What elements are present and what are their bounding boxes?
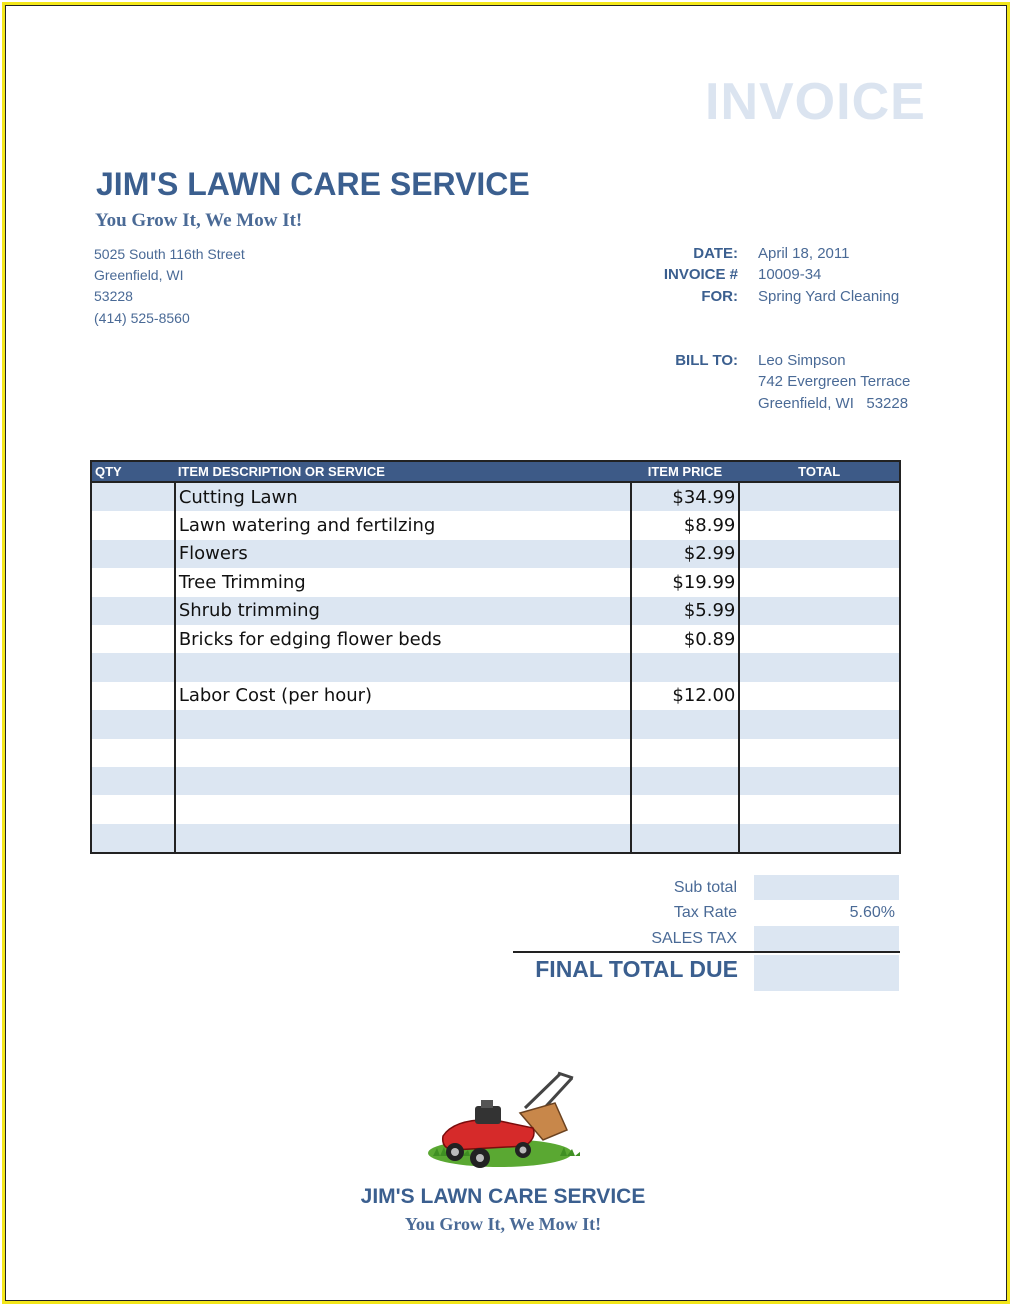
subtotal-label: Sub total [673,879,737,896]
bill-to-label: BILL TO: [675,352,738,369]
row-total [739,653,900,681]
address-line: Greenfield, WI [94,267,184,283]
row-description [175,739,631,767]
table-row [91,710,900,738]
row-description: Cutting Lawn [175,482,631,511]
table-row [91,795,900,823]
row-qty [91,767,175,795]
header-description: ITEM DESCRIPTION OR SERVICE [175,461,631,482]
table-row [91,824,900,853]
row-qty [91,511,175,539]
row-description: Lawn watering and fertilzing [175,511,631,539]
bill-to-line: Greenfield, WI 53228 [758,395,909,412]
row-total [739,682,900,710]
address-line: 5025 South 116th Street [94,246,245,262]
row-price: $34.99 [631,482,740,511]
phone-number: (414) 525-8560 [94,310,190,326]
row-qty [91,540,175,568]
row-description [175,653,631,681]
row-total [739,625,900,653]
row-qty [91,482,175,511]
for-label: FOR: [701,288,738,305]
footer-company-name: JIM'S LAWN CARE SERVICE [360,1185,646,1208]
row-qty [91,568,175,596]
row-total [739,568,900,596]
totals-divider [513,951,900,953]
header-total: TOTAL [739,461,900,482]
row-description: Labor Cost (per hour) [175,682,631,710]
row-price [631,710,740,738]
invoice-number-label: INVOICE # [663,266,738,283]
bill-to-line: Leo Simpson [758,352,846,369]
table-row [91,568,900,596]
row-total [739,824,900,853]
row-description: Flowers [175,540,631,568]
header-qty: QTY [91,461,175,482]
table-row [91,739,900,767]
table-row [91,482,900,511]
row-total [739,710,900,738]
row-description: Tree Trimming [175,568,631,596]
row-description [175,767,631,795]
table-row [91,511,900,539]
row-price [631,824,740,853]
row-price: $19.99 [631,568,740,596]
company-slogan: You Grow It, We Mow It! [95,210,303,231]
date-value: April 18, 2011 [758,245,850,262]
row-qty [91,597,175,625]
for-value: Spring Yard Cleaning [758,288,900,305]
row-qty [91,682,175,710]
table-row [91,540,900,568]
header-item-price: ITEM PRICE [631,461,740,482]
final-total-label: FINAL TOTAL DUE [535,956,738,982]
row-qty [91,739,175,767]
row-price: $0.89 [631,625,740,653]
table-row [91,653,900,681]
row-total [739,795,900,823]
row-description: Bricks for edging flower beds [175,625,631,653]
subtotal-value [754,875,899,900]
final-total-value [754,955,899,991]
row-qty [91,625,175,653]
row-price [631,795,740,823]
row-total [739,739,900,767]
tax-rate-label: Tax Rate [673,904,737,921]
row-price: $5.99 [631,597,740,625]
row-price: $12.00 [631,682,740,710]
footer-slogan: You Grow It, We Mow It! [404,1214,602,1234]
table-row [91,597,900,625]
row-qty [91,710,175,738]
row-total [739,597,900,625]
sales-tax-value [754,926,899,951]
invoice-title: INVOICE [705,73,926,131]
row-price [631,739,740,767]
table-row [91,682,900,710]
company-name: JIM'S LAWN CARE SERVICE [96,166,530,202]
date-label: DATE: [693,245,738,262]
items-table [90,460,901,854]
row-qty [91,653,175,681]
lawn-mower-icon [425,1068,580,1183]
row-price: $2.99 [631,540,740,568]
row-description [175,824,631,853]
row-description [175,795,631,823]
row-qty [91,824,175,853]
row-price: $8.99 [631,511,740,539]
row-description [175,710,631,738]
sales-tax-label: SALES TAX [651,930,737,947]
table-row [91,625,900,653]
row-price [631,767,740,795]
table-header-row [91,461,900,482]
invoice-number-value: 10009-34 [758,266,822,283]
address-line: 53228 [94,288,133,304]
bill-to-line: 742 Evergreen Terrace [758,373,911,390]
row-total [739,511,900,539]
table-row [91,767,900,795]
row-total [739,482,900,511]
row-total [739,767,900,795]
row-qty [91,795,175,823]
row-description: Shrub trimming [175,597,631,625]
row-price [631,653,740,681]
row-total [739,540,900,568]
tax-rate-value: 5.60% [754,900,899,925]
